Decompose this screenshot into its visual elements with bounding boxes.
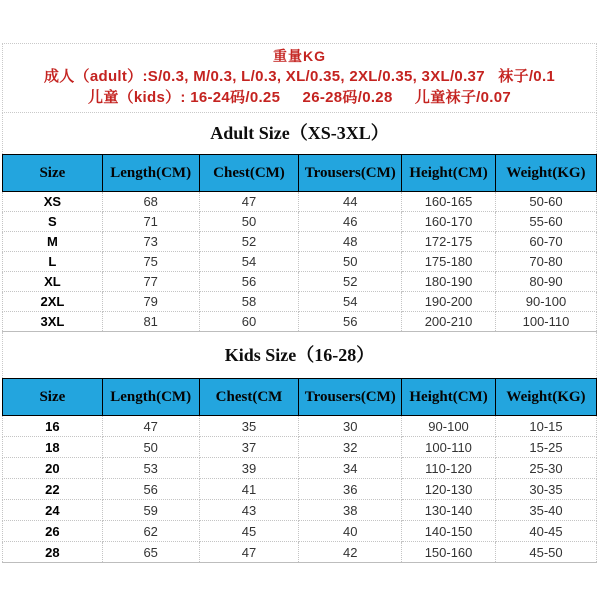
size-value-cell: 42 <box>299 542 402 563</box>
size-value-cell: 130-140 <box>402 500 496 521</box>
size-value-cell: 39 <box>199 458 299 479</box>
size-value-cell: 58 <box>199 292 299 312</box>
size-value-cell: 100-110 <box>495 312 596 332</box>
header-row <box>3 155 597 192</box>
size-value-cell: 44 <box>299 192 402 212</box>
size-value-cell: 50 <box>299 252 402 272</box>
size-label-cell: L <box>3 252 103 272</box>
size-value-cell: 25-30 <box>495 458 596 479</box>
size-label-cell: S <box>3 212 103 232</box>
size-value-cell: 47 <box>199 542 299 563</box>
size-row <box>3 521 597 542</box>
size-value-cell: 41 <box>199 479 299 500</box>
column-header: Size <box>3 155 103 192</box>
header-row <box>3 379 597 416</box>
size-value-cell: 47 <box>102 416 199 437</box>
column-header: Length(CM) <box>102 379 199 416</box>
size-value-cell: 34 <box>299 458 402 479</box>
column-header: Length(CM) <box>102 155 199 192</box>
size-value-cell: 59 <box>102 500 199 521</box>
size-value-cell: 100-110 <box>402 437 496 458</box>
size-value-cell: 35 <box>199 416 299 437</box>
size-value-cell: 56 <box>299 312 402 332</box>
kids-size-table <box>2 378 597 563</box>
size-value-cell: 45 <box>199 521 299 542</box>
adult-size-section-title: Adult Size（XS-3XL） <box>2 113 597 154</box>
size-value-cell: 75 <box>102 252 199 272</box>
size-row <box>3 232 597 252</box>
size-label-cell: 2XL <box>3 292 103 312</box>
size-value-cell: 90-100 <box>495 292 596 312</box>
size-row <box>3 500 597 521</box>
size-value-cell: 80-90 <box>495 272 596 292</box>
size-value-cell: 79 <box>102 292 199 312</box>
column-header: Height(CM) <box>402 155 496 192</box>
size-value-cell: 140-150 <box>402 521 496 542</box>
weight-notice-kids-line: 儿童（kids）: 16-24码/0.25 26-28码/0.28 儿童袜子/0.07 <box>88 89 511 106</box>
size-label-cell: 26 <box>3 521 103 542</box>
size-row <box>3 272 597 292</box>
size-value-cell: 54 <box>199 252 299 272</box>
size-value-cell: 60 <box>199 312 299 332</box>
size-value-cell: 54 <box>299 292 402 312</box>
size-value-cell: 36 <box>299 479 402 500</box>
column-header: Trousers(CM) <box>299 379 402 416</box>
size-row <box>3 437 597 458</box>
size-value-cell: 73 <box>102 232 199 252</box>
size-value-cell: 71 <box>102 212 199 232</box>
size-value-cell: 175-180 <box>402 252 496 272</box>
size-value-cell: 160-170 <box>402 212 496 232</box>
size-value-cell: 70-80 <box>495 252 596 272</box>
size-value-cell: 52 <box>199 232 299 252</box>
column-header: Height(CM) <box>402 379 496 416</box>
size-value-cell: 172-175 <box>402 232 496 252</box>
size-value-cell: 45-50 <box>495 542 596 563</box>
size-value-cell: 48 <box>299 232 402 252</box>
size-label-cell: XL <box>3 272 103 292</box>
size-value-cell: 47 <box>199 192 299 212</box>
size-value-cell: 40 <box>299 521 402 542</box>
kids-size-section-title: Kids Size（16-28） <box>2 332 597 378</box>
size-value-cell: 52 <box>299 272 402 292</box>
size-value-cell: 90-100 <box>402 416 496 437</box>
size-label-cell: 18 <box>3 437 103 458</box>
size-label-cell: 28 <box>3 542 103 563</box>
size-value-cell: 200-210 <box>402 312 496 332</box>
size-row <box>3 416 597 437</box>
column-header: Chest(CM) <box>199 155 299 192</box>
size-value-cell: 56 <box>199 272 299 292</box>
size-value-cell: 10-15 <box>495 416 596 437</box>
size-value-cell: 30-35 <box>495 479 596 500</box>
size-label-cell: 3XL <box>3 312 103 332</box>
size-label-cell: 22 <box>3 479 103 500</box>
size-label-cell: 24 <box>3 500 103 521</box>
size-value-cell: 30 <box>299 416 402 437</box>
size-value-cell: 35-40 <box>495 500 596 521</box>
size-value-cell: 56 <box>102 479 199 500</box>
size-value-cell: 180-190 <box>402 272 496 292</box>
size-label-cell: 16 <box>3 416 103 437</box>
size-value-cell: 65 <box>102 542 199 563</box>
size-value-cell: 37 <box>199 437 299 458</box>
adult-size-table <box>2 154 597 332</box>
size-value-cell: 50 <box>199 212 299 232</box>
column-header: Chest(CM <box>199 379 299 416</box>
size-label-cell: XS <box>3 192 103 212</box>
column-header: Trousers(CM) <box>299 155 402 192</box>
size-value-cell: 77 <box>102 272 199 292</box>
size-value-cell: 190-200 <box>402 292 496 312</box>
size-label-cell: 20 <box>3 458 103 479</box>
size-row <box>3 542 597 563</box>
size-value-cell: 32 <box>299 437 402 458</box>
size-value-cell: 62 <box>102 521 199 542</box>
size-value-cell: 120-130 <box>402 479 496 500</box>
weight-notice-box <box>2 43 597 113</box>
size-value-cell: 150-160 <box>402 542 496 563</box>
size-value-cell: 43 <box>199 500 299 521</box>
column-header: Weight(KG) <box>495 379 596 416</box>
size-chart-sheet <box>2 43 597 563</box>
size-row <box>3 292 597 312</box>
size-value-cell: 68 <box>102 192 199 212</box>
size-value-cell: 15-25 <box>495 437 596 458</box>
size-value-cell: 50 <box>102 437 199 458</box>
size-label-cell: M <box>3 232 103 252</box>
size-row <box>3 479 597 500</box>
size-value-cell: 38 <box>299 500 402 521</box>
column-header: Weight(KG) <box>495 155 596 192</box>
size-value-cell: 55-60 <box>495 212 596 232</box>
size-row <box>3 458 597 479</box>
size-value-cell: 40-45 <box>495 521 596 542</box>
weight-notice-title: 重量KG <box>273 48 326 64</box>
size-row <box>3 252 597 272</box>
size-value-cell: 110-120 <box>402 458 496 479</box>
size-row <box>3 192 597 212</box>
size-value-cell: 46 <box>299 212 402 232</box>
weight-notice-adult-line: 成人（adult）:S/0.3, M/0.3, L/0.3, XL/0.35, 2XL/0.35, 3XL/0.37 袜子/0.1 <box>43 68 556 85</box>
size-value-cell: 81 <box>102 312 199 332</box>
size-value-cell: 160-165 <box>402 192 496 212</box>
column-header: Size <box>3 379 103 416</box>
size-value-cell: 53 <box>102 458 199 479</box>
size-value-cell: 50-60 <box>495 192 596 212</box>
size-value-cell: 60-70 <box>495 232 596 252</box>
size-row <box>3 312 597 332</box>
size-row <box>3 212 597 232</box>
